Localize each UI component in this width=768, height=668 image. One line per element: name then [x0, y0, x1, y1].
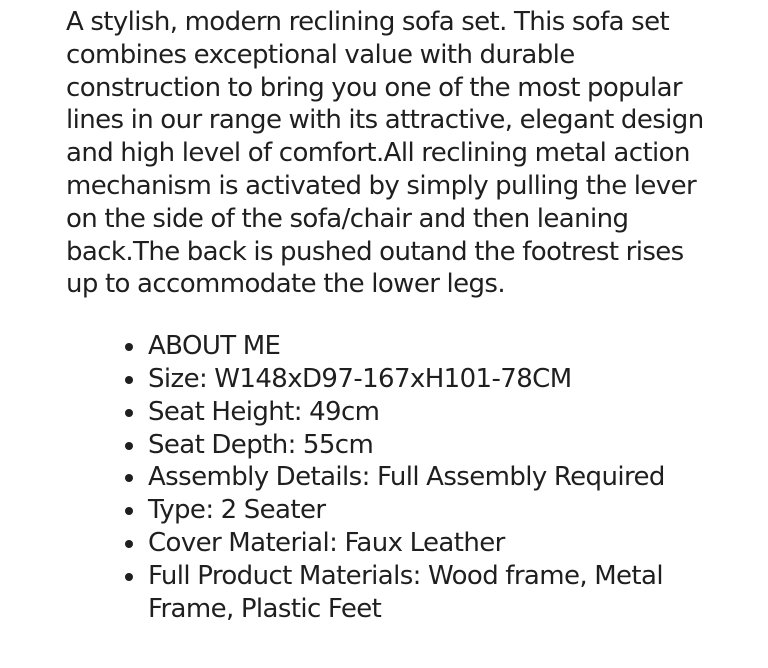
spec-seat-depth: Seat Depth: 55cm	[148, 429, 374, 460]
spec-seat-height: Seat Height: 49cm	[148, 396, 380, 427]
product-description: A stylish, modern reclining sofa set. This sofa set combines exceptional value with durable construction to bring you one of the most popular lines in our range with its attractive, elegant design and high level of comfort.All reclining metal action mechanism is activated by simply pulling the lever on the side of the sofa/chair and then leaning back.The back is pushed outand the footrest rises up to accommodate the lower legs.	[66, 7, 704, 300]
bullet-icon	[125, 409, 133, 417]
list-item	[148, 494, 716, 527]
list-item	[148, 396, 716, 429]
spec-size: Size: W148xD97-167xH101-78CM	[148, 363, 572, 394]
list-item	[148, 461, 716, 494]
bullet-icon	[125, 573, 133, 581]
list-item	[148, 527, 716, 560]
bullet-icon	[125, 376, 133, 384]
spec-about-me: ABOUT ME	[148, 331, 281, 362]
bullet-icon	[125, 343, 133, 351]
bullet-icon	[125, 474, 133, 482]
spec-cover-material: Cover Material: Faux Leather	[148, 527, 505, 558]
list-item	[148, 363, 716, 396]
bullet-icon	[125, 540, 133, 548]
spec-assembly-details: Assembly Details: Full Assembly Required	[148, 462, 665, 493]
spec-type: Type: 2 Seater	[148, 495, 326, 526]
product-specs-list	[66, 330, 716, 625]
bullet-icon	[125, 442, 133, 450]
bullet-icon	[125, 507, 133, 515]
list-item	[148, 429, 716, 462]
spec-full-product-materials: Full Product Materials: Wood frame, Metal Frame, Plastic Feet	[148, 560, 663, 624]
product-details	[66, 6, 716, 625]
list-item	[148, 330, 716, 363]
list-item	[148, 560, 716, 626]
